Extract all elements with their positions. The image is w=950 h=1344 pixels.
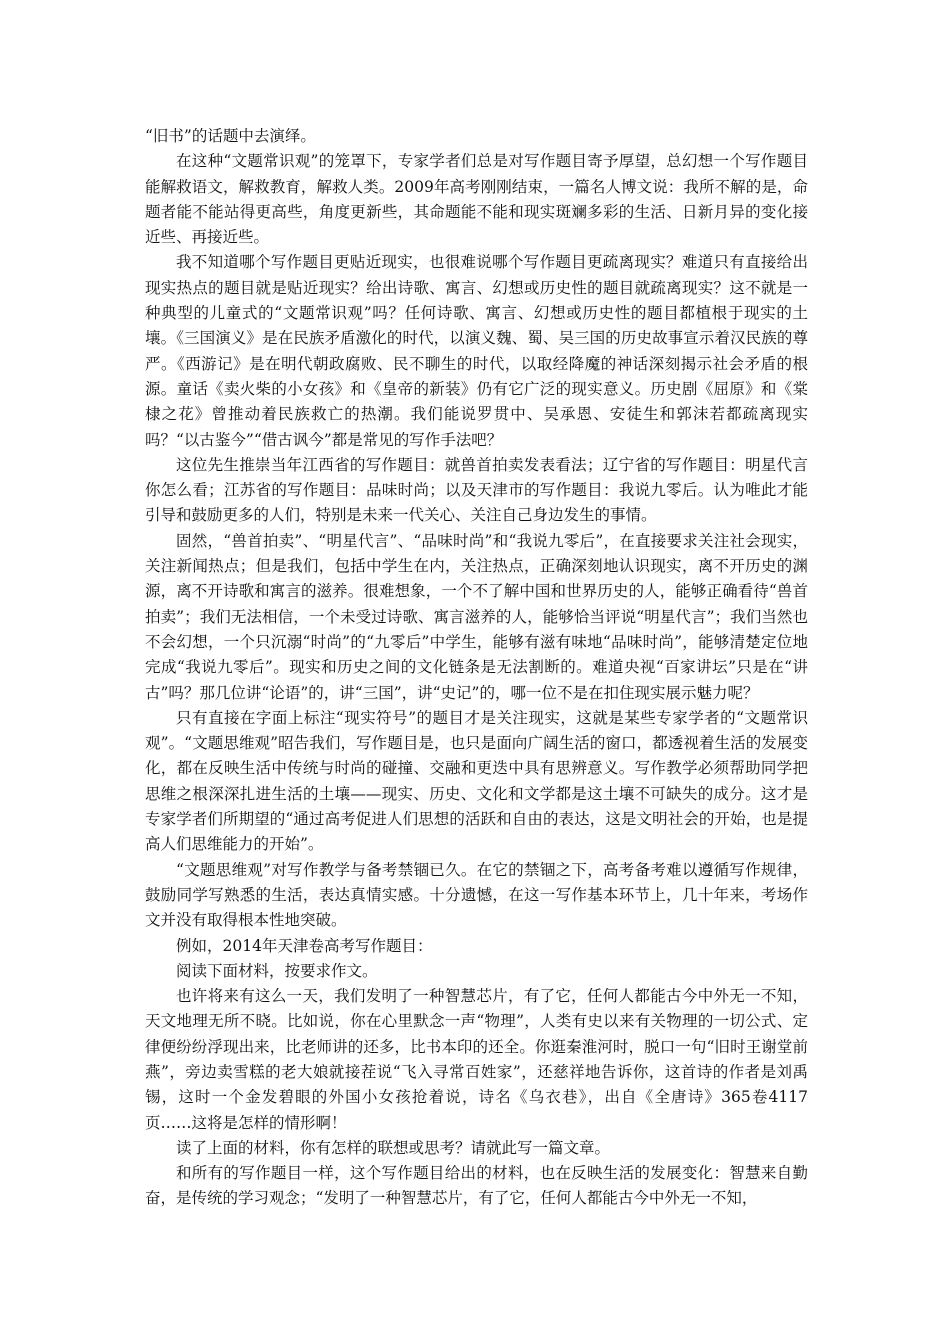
paragraph-12: 和所有的写作题目一样，这个写作题目给出的材料，也在反映生活的发展变化：智慧来自勤奋，是传统的学习观念；“发明了一种智慧芯片，有了它，任何人都能古今中外无一不知， [145,1164,808,1208]
paragraph-9: 阅读下面材料，按要求作文。 [176,961,378,980]
paragraph-8: 例如，2014年天津卷高考写作题目： [176,936,433,955]
paragraph-6: 只有直接在字面上标注“现实符号”的题目才是关注现实，这就是某些专家学者的“文题常识观”。“文题思维观”昭告我们，写作题目是，也只是面向广阔生活的窗口，都透视着生活的发展变化，都在反映生活中传统与时尚的碰撞、交融和更迭中具有思辨意义。写作教学必须帮助同学把思维之根深深扎进生活的土壤——现实、历史、文化和文学都是这土壤不可缺失的成分。这才是专家学者们所期望的“通过高考促进人们思想的活跃和自由的表达，这是文明社会的开始，也是提高人们思维能力的开始”。 [145,708,808,854]
document-body [145,124,808,1212]
paragraph-1: “旧书”的话题中去演绎。 [145,127,316,145]
paragraph-10: 也许将来有这么一天，我们发明了一种智慧芯片，有了它，任何人都能古今中外无一不知，天文地理无所不晓。比如说，你在心里默念一声“物理”，人类有史以来有关物理的一切公式、定律便纷纷浮现出来，比老师讲的还多，比书本印的还全。你逛秦淮河时，脱口一句“旧时王谢堂前燕”，旁边卖雪糕的老大娘就接茬说“飞入寻常百姓家”，还慈祥地告诉你，这首诗的作者是刘禹锡，这时一个金发碧眼的外国小女孩抢着说，诗名《乌衣巷》，出自《全唐诗》365卷4117页……这将是怎样的情形啊！ [145,987,808,1132]
paragraph-5: 固然，“兽首拍卖”、“明星代言”、“品味时尚”和“我说九零后”，在直接要求关注社会现实，关注新闻热点；但是我们，包括中学生在内，关注热点，正确深刻地认识现实，离不开历史的渊源，离不开诗歌和寓言的滋养。很难想象，一个不了解中国和世界历史的人，能够正确看待“兽首拍卖”；我们无法相信，一个未受过诗歌、寓言滋养的人，能够恰当评说“明星代言”；我们当然也不会幻想，一个只沉溺“时尚”的“九零后”中学生，能够有滋有味地“品味时尚”，能够清楚定位地完成“我说九零后”。现实和历史之间的文化链条是无法割断的。难道央视“百家讲坛”只是在“讲古”吗？那几位讲“论语”的，讲“三国”，讲“史记”的，哪一位不是在扣住现实展示魅力呢？ [145,531,808,702]
paragraph-4: 这位先生推崇当年江西省的写作题目：就兽首拍卖发表看法；辽宁省的写作题目：明星代言你怎么看；江苏省的写作题目：品味时尚；以及天津市的写作题目：我说九零后。认为唯此才能引导和鼓励更多的人们，特别是未来一代关心、关注自己身边发生的事情。 [145,455,808,525]
paragraph-2: 在这种“文题常识观”的笼罩下，专家学者们总是对写作题目寄予厚望，总幻想一个写作题目能解救语文，解救教育，解救人类。2009年高考刚刚结束，一篇名人博文说：我所不解的是，命题者能不能站得更高些，角度更新些，其命题能不能和现实斑斓多彩的生活、日新月异的变化接近些、再接近些。 [145,152,808,247]
paragraph-7: “文题思维观”对写作教学与备考禁锢已久。在它的禁锢之下，高考备考难以遵循写作规律，鼓励同学写熟悉的生活，表达真情实感。十分遗憾，在这一写作基本环节上，几十年来，考场作文并没有取得根本性地突破。 [145,860,808,930]
paragraph-3: 我不知道哪个写作题目更贴近现实，也很难说哪个写作题目更疏离现实？难道只有直接给出现实热点的题目就是贴近现实？给出诗歌、寓言、幻想或历史性的题目就疏离现实？这不就是一种典型的儿童式的“文题常识观”吗？任何诗歌、寓言、幻想或历史性的题目都植根于现实的土壤。《三国演义》是在民族矛盾激化的时代，以演义魏、蜀、吴三国的历史故事宣示着汉民族的尊严。《西游记》是在明代朝政腐败、民不聊生的时代，以取经降魔的神话深刻揭示社会矛盾的根源。童话《卖火柴的小女孩》和《皇帝的新装》仍有它广泛的现实意义。历史剧《屈原》和《棠棣之花》曾推动着民族救亡的热潮。我们能说罗贯中、吴承恩、安徒生和郭沫若都疏离现实吗？“以古鉴今”“借古讽今”都是常见的写作手法吧？ [145,253,808,449]
paragraph-11: 读了上面的材料，你有怎样的联想或思考？请就此写一篇文章。 [176,1138,611,1157]
